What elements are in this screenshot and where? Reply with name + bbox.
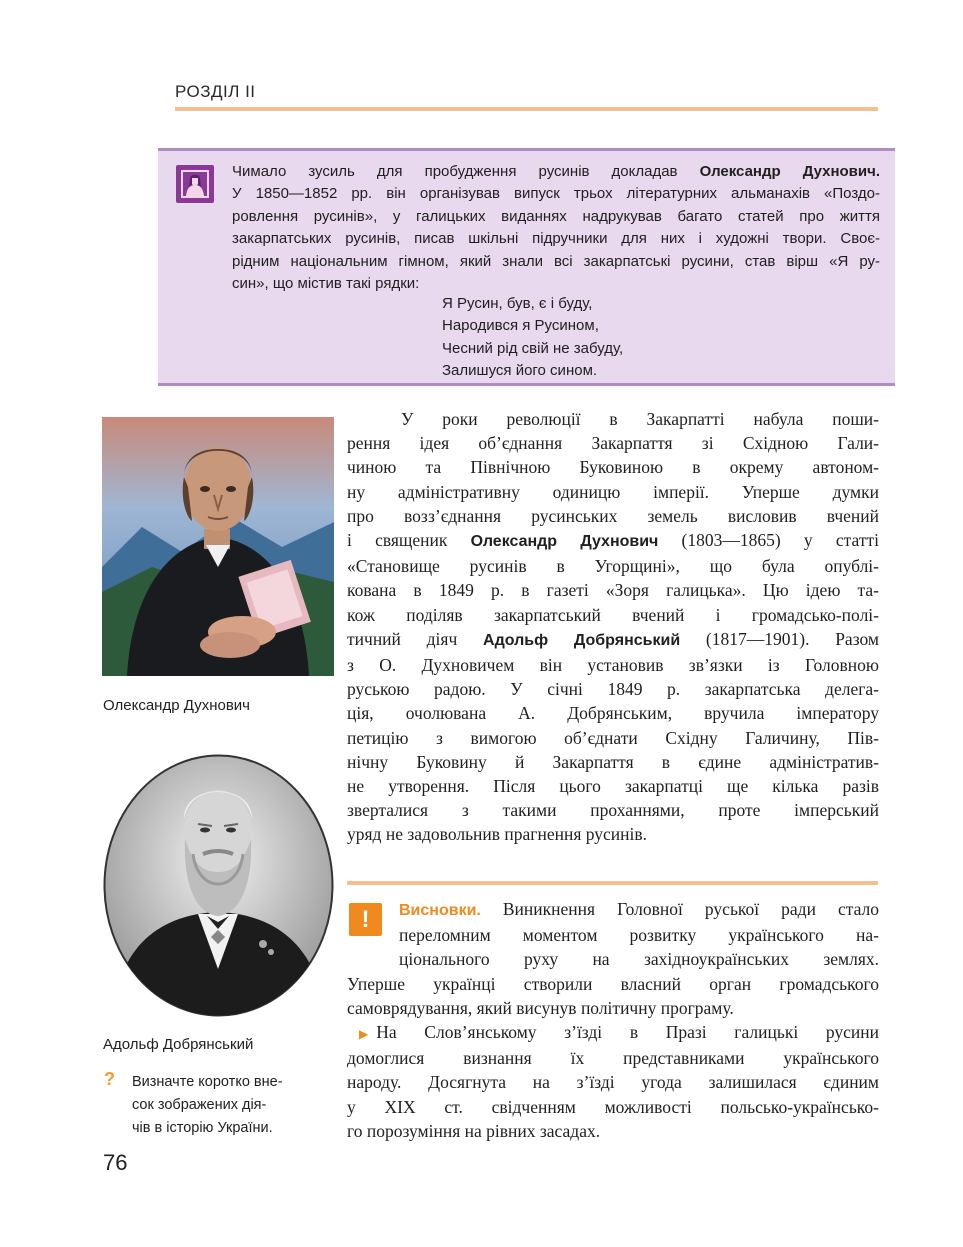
arrow-right-icon: ▶ (359, 1027, 369, 1042)
page-number: 76 (103, 1150, 128, 1175)
text-line: самоврядування, який висунув політичну програму. (347, 997, 734, 1018)
highlighted-name: Олександр Духнович. (699, 163, 880, 180)
portrait-dukhnovych (102, 417, 334, 676)
text-line: народу. Досягнута на з’їзді угода залишилася єдиним (347, 1072, 879, 1093)
text-line: кована в 1849 р. в газеті «Зоря галицька». Цю ідею та- (347, 580, 879, 601)
question-line: чів в історію України. (132, 1120, 273, 1136)
question-line: сок зображених дія- (132, 1097, 267, 1113)
poem-line: Народився я Русином, (442, 317, 599, 335)
info-box-text (232, 161, 880, 295)
text-line: з О. Духновичем він установив зв’язки із Головною (347, 655, 879, 676)
question-mark-icon: ? (104, 1069, 115, 1089)
conclusion-divider (347, 881, 878, 885)
portrait-art-icon (176, 165, 214, 203)
text-line: у XIX ст. свідченням можливості польсько-українсько- (347, 1096, 879, 1117)
text-line: петицію з вимогою об’єднати Східну Галичину, Пів- (347, 727, 879, 748)
poem-line: Чесний рід свій не забуду, (442, 339, 624, 357)
portrait-dobrianskyi (103, 754, 334, 1017)
conclusion-block (347, 897, 879, 1143)
info-box (158, 148, 895, 386)
info-line: закарпатських русинів, писав шкільні підручники для них і художні твори. Своє- (232, 230, 880, 248)
section-divider (175, 107, 878, 111)
info-line: Чимало зусиль для пробудження русинів докладав Олександр Духнович. (232, 163, 880, 180)
text-line: і священик Олександр Духнович (1803—1865) у статті (347, 530, 879, 551)
text-line: про возз’єднання русинських земель висловив вчений (347, 505, 879, 526)
info-line: У 1850—1852 рр. він організував випуск трьох літературних альманахів «Поздо- (232, 185, 880, 203)
info-line: син», що містив такі рядки: (232, 275, 420, 293)
poem-line: Залишуся його сином. (442, 362, 598, 380)
text-line: тичний діяч Адольф Добрянський (1817—1901). Разом (347, 628, 879, 649)
text-line: ція, очолювана А. Добрянським, вручила імператору (347, 703, 879, 724)
text-line: Уперше українці створили власний орган громадського (347, 973, 879, 994)
poem (442, 293, 623, 383)
portrait-caption: Адольф Добрянський (103, 1036, 254, 1053)
text-line: руською радою. У січні 1849 р. закарпатська делега- (347, 679, 879, 700)
highlighted-name: Адольф Добрянський (483, 631, 681, 649)
highlighted-name: Олександр Духнович (470, 533, 659, 551)
question-line: Визначте коротко вне- (132, 1074, 283, 1090)
info-line: ровлення русинів», у галицьких виданнях надрукував багато статей про життя (232, 207, 880, 225)
poem-line: Я Русин, був, є і буду, (442, 295, 593, 312)
text-line: го порозуміння на рівних засадах. (347, 1120, 601, 1141)
portrait-caption: Олександр Духнович (103, 697, 250, 714)
text-line: У роки революції в Закарпатті набула поши- (401, 409, 879, 429)
main-paragraph (347, 407, 879, 847)
info-line: рідним національним гімном, який знали всі закарпатські русини, став вірш «Я ру- (232, 252, 880, 270)
question-text (132, 1071, 314, 1140)
conclusion-heading: Висновки. (399, 902, 481, 919)
text-line: нічну Буковину й Закарпаття в єдине адміністратив- (347, 751, 879, 772)
text-line: ▶ На Слов’янському з’їзді в Празі галицькі русини (347, 1020, 879, 1046)
text-line: Висновки. Виникнення Головної руської ради стало (399, 899, 879, 919)
text-line: переломним моментом розвитку українського на- (399, 925, 879, 946)
text-line: домоглися визнання їх представниками українського (347, 1048, 879, 1069)
text-line: ціонального руху на західноукраїнських землях. (399, 949, 879, 970)
text-line: не утворення. Після цього закарпатці ще кілька разів (347, 776, 879, 797)
text-line: чиною та Північною Буковиною в окрему автоном- (347, 457, 879, 478)
section-label: РОЗДІЛ II (175, 82, 256, 101)
text-line: ну адміністративну одиницю імперії. Уперше думки (347, 481, 879, 502)
exclamation-icon: ! (349, 903, 382, 936)
text-line: рення ідея об’єднання Закарпаття зі Східною Гали- (347, 433, 879, 454)
text-line: «Становище русинів в Угорщині», що була опублі- (347, 556, 879, 577)
text-line: зверталися з такими проханнями, проте імперський (347, 800, 879, 821)
text-line: кож поділяв закарпатський вчений і громадсько-полі- (347, 604, 879, 625)
text-line: уряд не задовольнив прагнення русинів. (347, 824, 648, 845)
